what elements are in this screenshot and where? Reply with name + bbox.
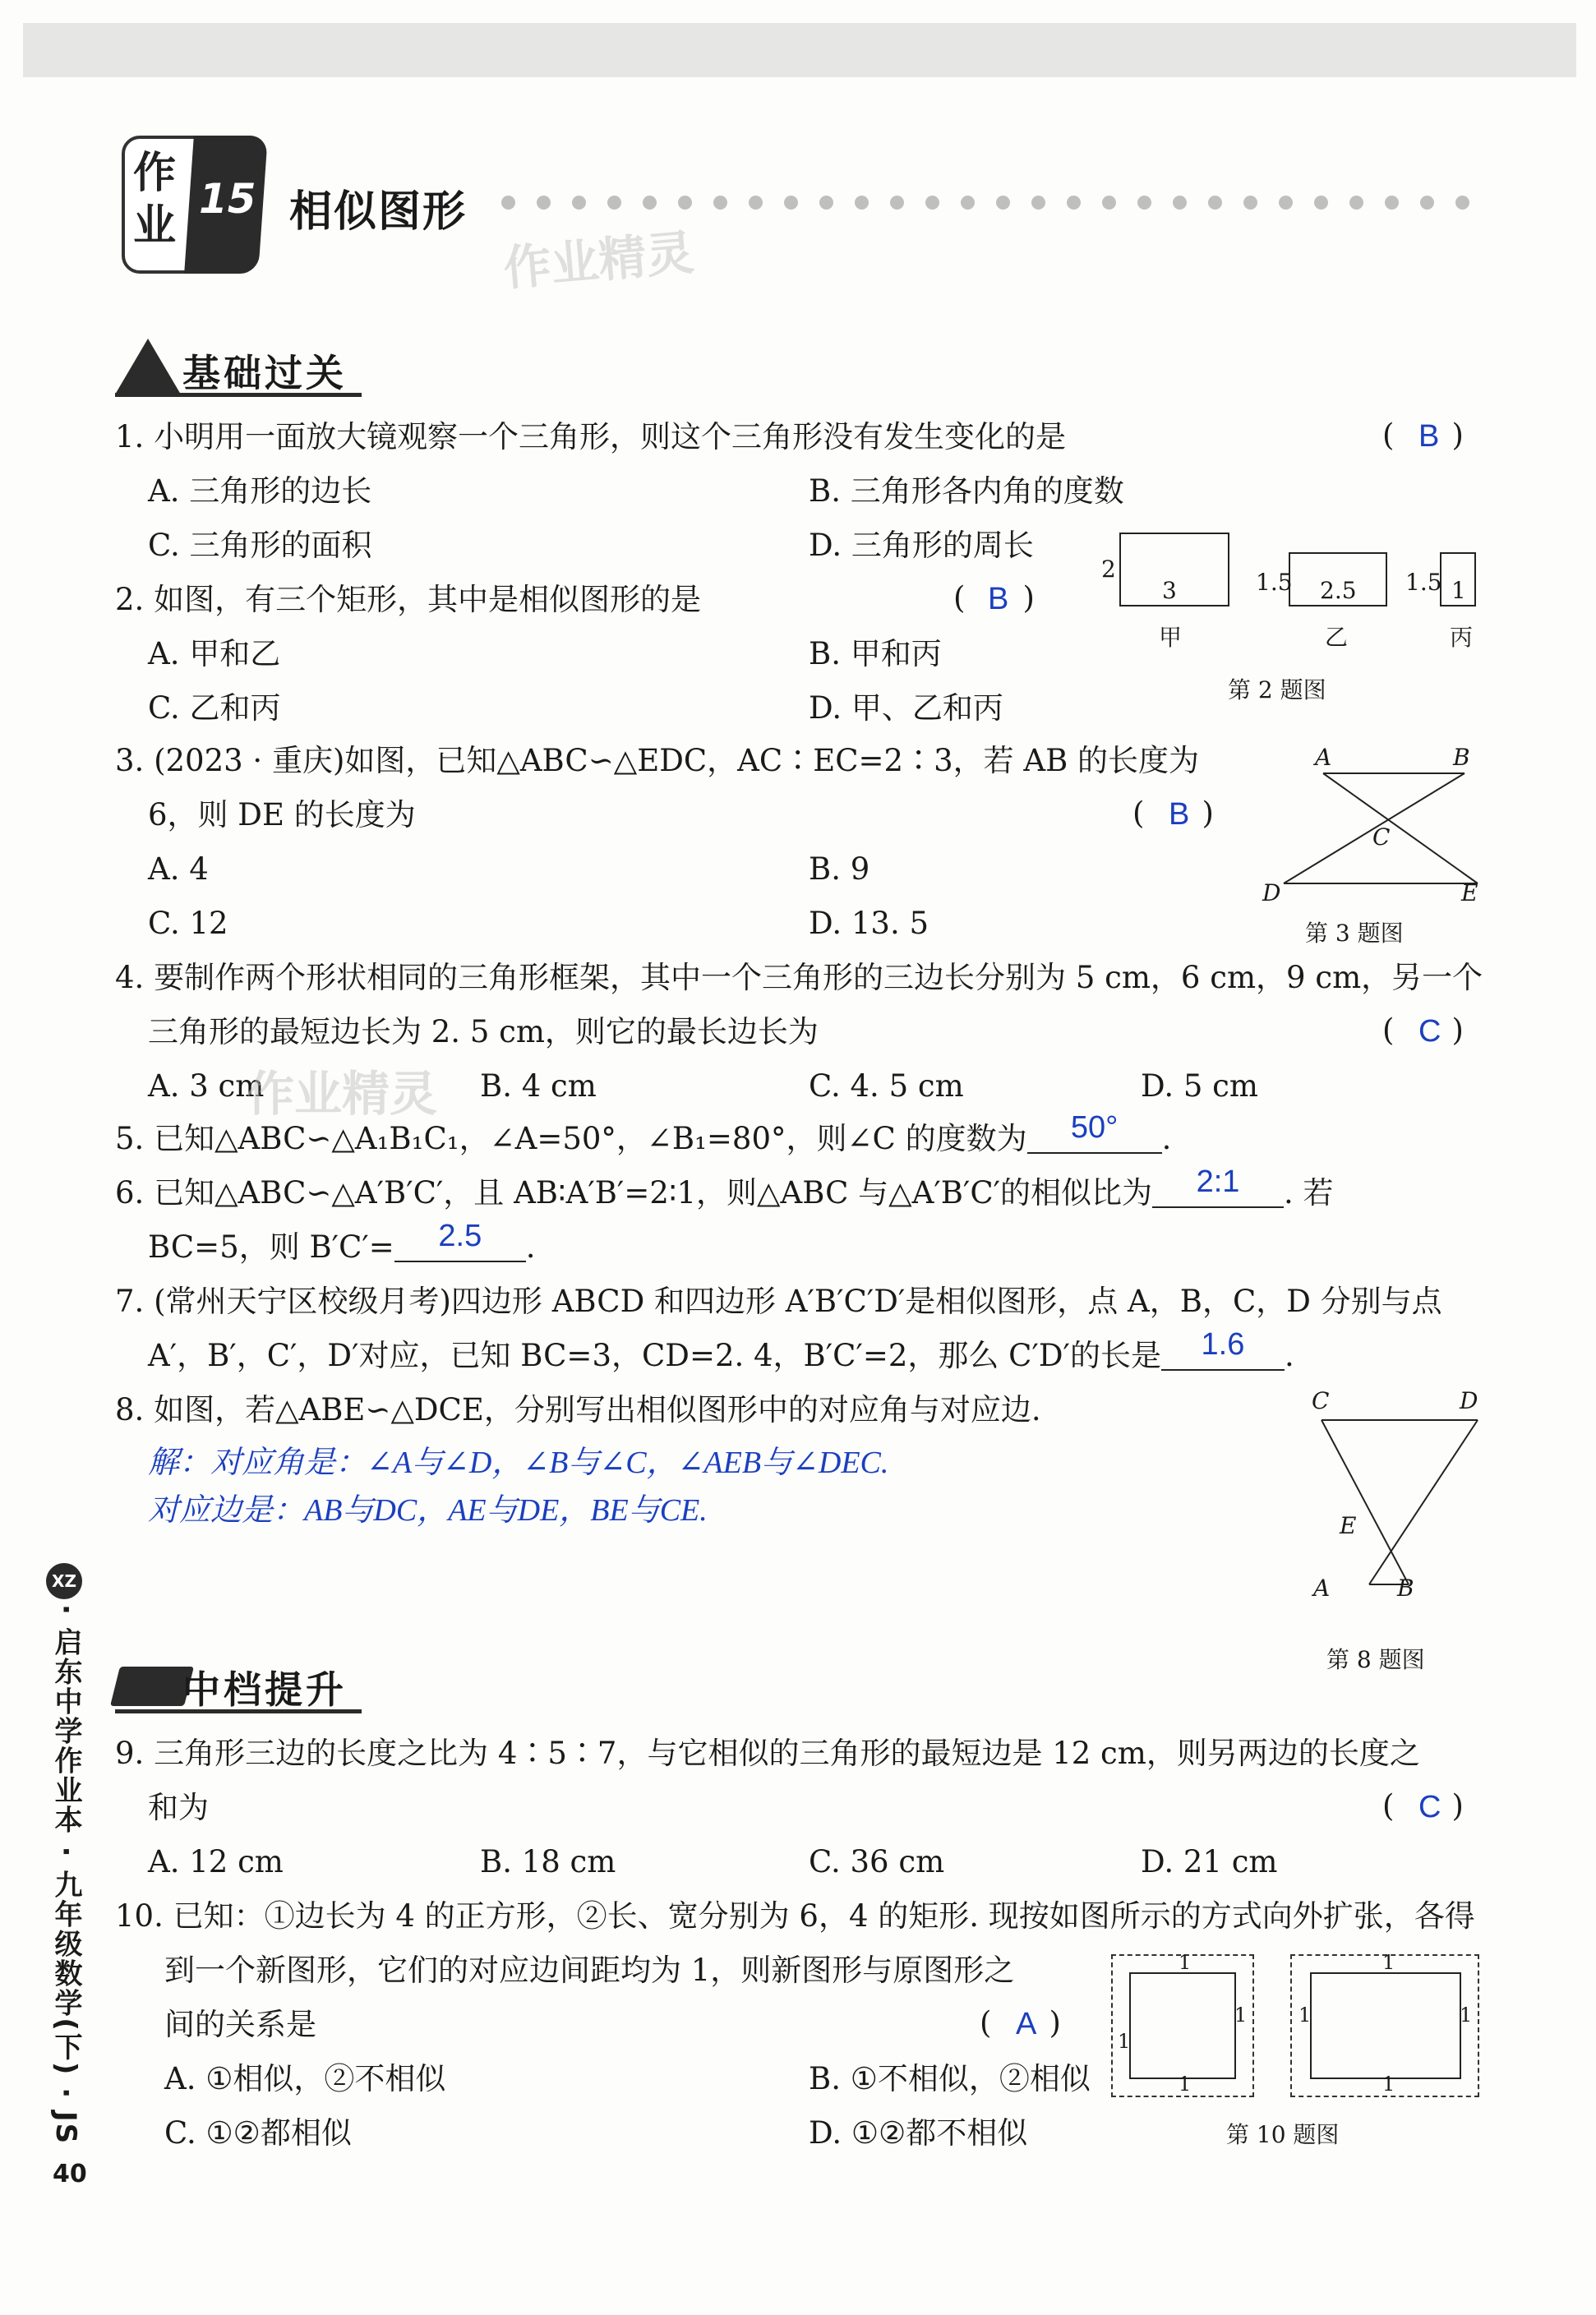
q10-square-gap-right: 1 — [1234, 2004, 1248, 2027]
q4-answer: C — [1418, 1014, 1441, 1049]
q4-stem-line2: 三角形的最短边长为 2. 5 cm，则它的最长边长为 — [148, 1014, 819, 1049]
q10-rect-gap-right: 1 — [1460, 2004, 1473, 2027]
q8-figure-caption: 第 8 题图 — [1326, 1646, 1425, 1673]
q9-stem-line1: 9. 三角形三边的长度之比为 4∶5∶7，与它相似的三角形的最短边是 12 cm，则另两边的长度之 — [115, 1736, 1420, 1771]
q8-label-e: E — [1340, 1512, 1357, 1539]
q3-label-a: A — [1315, 744, 1332, 771]
q10-square-inner — [1129, 1972, 1236, 2079]
q10-stem-line1: 10. 已知：①边长为 4 的正方形，②长、宽分别为 6，4 的矩形. 现按如图所示的方式向外扩张，各得 — [115, 1898, 1475, 1934]
q10-stem-line2: 到一个新图形，它们的对应边间距均为 1，则新图形与原图形之 — [164, 1953, 1015, 1988]
q2-option-c: C. 乙和丙 — [148, 690, 281, 726]
q4-stem-line1: 4. 要制作两个形状相同的三角形框架，其中一个三角形的三边长分别为 5 cm，6 cm，9 cm，另一个 — [115, 960, 1483, 995]
watermark-2: 作业精灵 — [247, 1066, 438, 1122]
section-icon — [115, 339, 181, 394]
q9-answer: C — [1418, 1790, 1441, 1824]
q3-option-c: C. 12 — [148, 906, 228, 941]
q2-option-d: D. 甲、乙和丙 — [809, 690, 1003, 726]
q1-paren: ( ) — [1382, 417, 1464, 453]
q2-answer: B — [988, 582, 1009, 616]
q6-blank1 — [1152, 1164, 1284, 1208]
q2-jia-width: 3 — [1162, 577, 1177, 604]
q4-option-b: B. 4 cm — [480, 1068, 597, 1104]
q10-rect-gap-left: 1 — [1298, 2004, 1312, 2027]
q1-option-d: D. 三角形的周长 — [809, 528, 1034, 563]
q10-option-a: A. ①相似，②不相似 — [164, 2061, 446, 2096]
q5-blank — [1027, 1110, 1162, 1154]
q1-option-a: A. 三角形的边长 — [148, 473, 372, 509]
watermark: 作业精灵 — [500, 224, 696, 297]
header-badge — [122, 136, 263, 269]
q8-label-d: D — [1460, 1387, 1478, 1414]
q9-option-a: A. 12 cm — [148, 1844, 284, 1879]
q8-stem: 8. 如图，若△ABE∽△DCE，分别写出相似图形中的对应角与对应边. — [115, 1392, 1041, 1427]
q3-option-a: A. 4 — [148, 851, 209, 887]
q2-jia-name: 甲 — [1159, 624, 1183, 651]
q2-figure-caption: 第 2 题图 — [1228, 676, 1326, 703]
q10-square-gap-top: 1 — [1179, 1951, 1192, 1974]
side-label: · 启东中学作业本 · 九年级数学(下) · JS — [49, 1604, 82, 2146]
q1-answer: B — [1418, 419, 1440, 454]
q2-option-b: B. 甲和丙 — [809, 636, 942, 671]
header-badge-number: 15 — [199, 175, 256, 223]
q2-yi-name: 乙 — [1325, 624, 1349, 651]
q3-answer: B — [1169, 797, 1190, 832]
q6-stem-line2: BC=5，则 B′C′= — [148, 1229, 394, 1265]
q4-option-d: D. 5 cm — [1141, 1068, 1258, 1104]
q4-paren: ( ) — [1382, 1012, 1464, 1048]
q2-bing-name: 丙 — [1450, 624, 1474, 651]
scan-top-band — [23, 23, 1576, 77]
q8-label-a: A — [1313, 1575, 1331, 1602]
q9-option-c: C. 36 cm — [809, 1844, 945, 1879]
q2-bing-height: 1.5 — [1405, 569, 1442, 596]
section-basic-title: 基础过关 — [182, 351, 347, 395]
q3-label-e: E — [1461, 879, 1478, 906]
q7-blank — [1161, 1327, 1285, 1371]
page-title: 相似图形 — [289, 187, 468, 237]
q7-stem-line2: A′，B′，C′，D′对应，已知 BC=3，CD=2. 4，B′C′=2，那么 C′D′的长是 — [148, 1338, 1161, 1373]
q2-bing-width: 1 — [1451, 577, 1466, 604]
q2-yi-height: 1.5 — [1256, 569, 1293, 596]
q8-solution-line2: 对应边是：AB与DC，AE与DE，BE与CE. — [148, 1493, 708, 1528]
q7-answer: 1.6 — [1201, 1327, 1245, 1362]
q2-jia-height: 2 — [1101, 556, 1116, 583]
section-medium-icon — [110, 1667, 194, 1706]
q3-label-c: C — [1372, 823, 1391, 851]
q10-paren: ( ) — [980, 2005, 1061, 2041]
q10-stem-line3: 间的关系是 — [164, 2007, 316, 2042]
q3-label-d: D — [1262, 879, 1281, 906]
q2-option-a: A. 甲和乙 — [148, 636, 281, 671]
q6-end: . — [525, 1229, 536, 1265]
q5-end: . — [1161, 1121, 1172, 1156]
q6-stem-line1: 6. 已知△ABC∽△A′B′C′，且 AB∶A′B′=2∶1，则△ABC 与△A′B′C′的相似比为 — [115, 1175, 1153, 1211]
header-badge-label: 作业 — [133, 149, 177, 251]
q6-answer1: 2:1 — [1196, 1164, 1240, 1199]
q9-paren: ( ) — [1382, 1788, 1464, 1824]
side-badge — [46, 1563, 82, 1599]
q1-option-b: B. 三角形各内角的度数 — [809, 473, 1124, 509]
q8-solution-line1: 解：对应角是：∠A与∠D，∠B与∠C，∠AEB与∠DEC. — [148, 1446, 889, 1480]
q7-line2 — [148, 1327, 1294, 1376]
q5-stem: 5. 已知△ABC∽△A₁B₁C₁，∠A=50°，∠B₁=80°，则∠C 的度数为 — [115, 1121, 1027, 1156]
q3-option-d: D. 13. 5 — [809, 906, 929, 941]
q10-option-c: C. ①②都相似 — [164, 2115, 352, 2151]
q9-option-d: D. 21 cm — [1141, 1844, 1278, 1879]
q10-option-d: D. ①②都不相似 — [809, 2115, 1028, 2151]
q4-option-a: A. 3 cm — [148, 1068, 265, 1104]
q6-line2 — [148, 1219, 536, 1267]
q10-rect-gap-top: 1 — [1382, 1951, 1395, 1974]
page-number: 40 — [53, 2160, 87, 2188]
q9-option-b: B. 18 cm — [480, 1844, 616, 1879]
q2-yi-width: 2.5 — [1320, 577, 1357, 604]
side-badge-text: XZ — [52, 1571, 76, 1591]
q1-option-c: C. 三角形的面积 — [148, 528, 372, 563]
q2-stem: 2. 如图，有三个矩形，其中是相似图形的是 — [115, 582, 702, 617]
q4-option-c: C. 4. 5 cm — [809, 1068, 964, 1104]
q9-stem-line2: 和为 — [148, 1790, 209, 1825]
q10-square-gap-left: 1 — [1118, 2030, 1131, 2053]
section-medium-title: 中档提升 — [182, 1667, 347, 1712]
q5-answer: 50° — [1070, 1110, 1119, 1145]
q10-figure-caption: 第 10 题图 — [1226, 2121, 1340, 2148]
q10-rect-gap-bottom: 1 — [1382, 2073, 1395, 2096]
q3-stem-line2: 6，则 DE 的长度为 — [148, 797, 416, 832]
q3-stem-line1: 3. (2023 · 重庆)如图，已知△ABC∽△EDC，AC∶EC=2∶3，若 AB 的长度为 — [115, 743, 1200, 778]
q7-end: . — [1284, 1338, 1294, 1373]
q1-stem: 1. 小明用一面放大镜观察一个三角形，则这个三角形没有发生变化的是 — [115, 419, 1067, 454]
q3-option-b: B. 9 — [809, 851, 870, 887]
q6-line1 — [115, 1164, 1334, 1213]
title-dots — [501, 196, 1491, 213]
q6-after1: . 若 — [1284, 1175, 1334, 1211]
q6-blank2 — [394, 1219, 526, 1262]
q8-label-b: B — [1397, 1575, 1414, 1602]
q5-line — [115, 1110, 1172, 1159]
q10-rect-inner — [1310, 1972, 1461, 2079]
q3-figure-caption: 第 3 题图 — [1305, 920, 1404, 947]
q10-square-gap-bottom: 1 — [1179, 2073, 1192, 2096]
q10-answer: A — [1016, 2007, 1037, 2041]
q10-option-b: B. ①不相似，②相似 — [809, 2061, 1091, 2096]
q6-answer2: 2.5 — [438, 1219, 482, 1253]
q7-stem-line1: 7. (常州天宁区校级月考)四边形 ABCD 和四边形 A′B′C′D′是相似图形，点 A，B，C，D 分别与点 — [115, 1284, 1442, 1319]
q2-paren: ( ) — [953, 580, 1035, 616]
q3-paren: ( ) — [1132, 795, 1214, 831]
q8-label-c: C — [1312, 1387, 1330, 1414]
q3-label-b: B — [1453, 744, 1470, 771]
